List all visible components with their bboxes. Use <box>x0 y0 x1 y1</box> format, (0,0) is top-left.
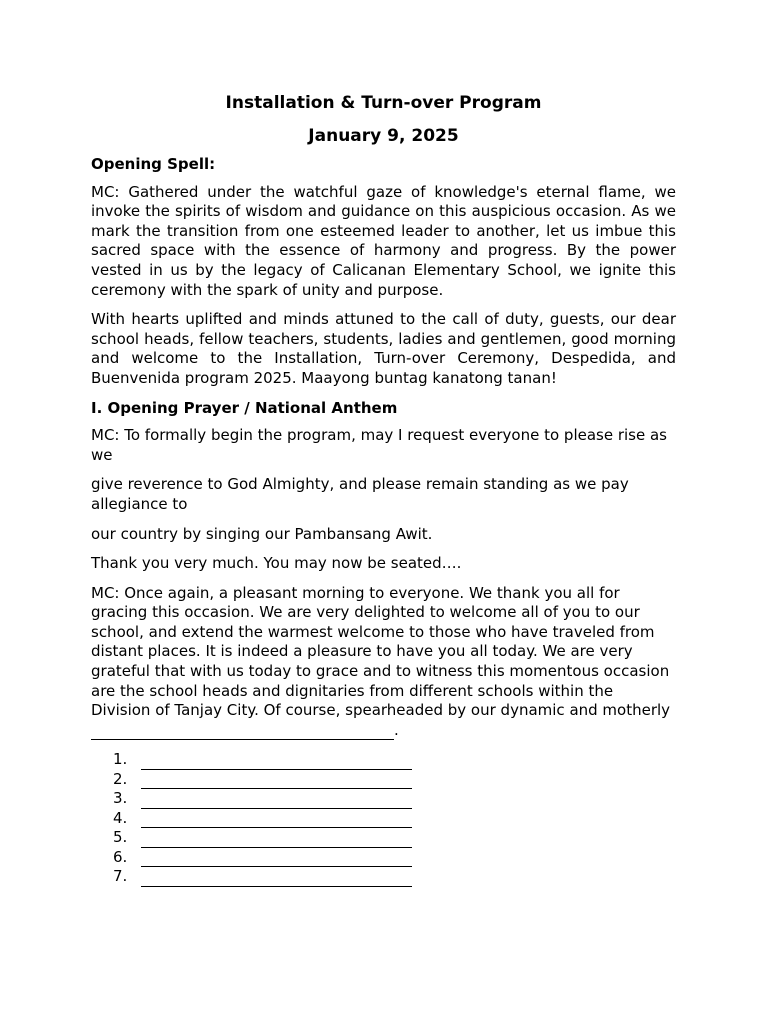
prayer-paragraph-4: Thank you very much. You may now be seated…. <box>91 554 462 573</box>
section-1-heading: I. Opening Prayer / National Anthem <box>91 398 398 417</box>
opening-paragraph-1: MC: Gathered under the watchful gaze of knowledge's eternal flame, we invoke the spirits of wisdom and guidance on this auspicious occasion. As we mark the transition from one esteemed leader to another, let us imbue this sacred space with the essence of harmony and progress. By the power vested in us by the legacy of Calicanan Elementary School, we ignite this ceremony with the spark of unity and purpose. <box>91 182 676 299</box>
blank-line <box>141 812 412 828</box>
blank-line <box>141 851 412 867</box>
document-date: January 9, 2025 <box>308 126 459 146</box>
list-item-number: 3. <box>113 789 128 808</box>
prayer-paragraph-1: MC: To formally begin the program, may I request everyone to please rise as we <box>91 426 667 464</box>
blank-line <box>141 832 412 848</box>
opening-spell-heading: Opening Spell: <box>91 155 216 173</box>
list-item-number: 7. <box>113 867 128 886</box>
prayer-paragraph-2: give reverence to God Almighty, and please remain standing as we pay allegiance to <box>91 475 629 513</box>
list-item-number: 5. <box>113 828 128 847</box>
welcome-paragraph <box>91 584 676 741</box>
welcome-text: MC: Once again, a pleasant morning to everyone. We thank you all for gracing this occasion. We are very delighted to welcome all of you to our school, and extend the warmest welcome to those who have traveled from distant places. It is indeed a pleasure to have you all today. We are very grateful that with us today to grace and to witness this momentous occasion are the school heads and dignitaries from different schools within the Division of Tanjay City. Of course, spearheaded by our dynamic and motherly <box>91 583 671 720</box>
blank-line <box>141 871 412 887</box>
list-item <box>113 809 676 829</box>
list-item <box>113 867 676 887</box>
prayer-paragraph-3: our country by singing our Pambansang Awit. <box>91 524 433 543</box>
list-item-number: 1. <box>113 750 128 769</box>
blank-line <box>141 754 412 770</box>
welcome-period: . <box>394 720 399 739</box>
blank-line <box>141 793 412 809</box>
list-item <box>113 770 676 790</box>
list-item-number: 2. <box>113 769 128 788</box>
list-item <box>113 848 676 868</box>
opening-paragraph-2: With hearts uplifted and minds attuned to the call of duty, guests, our dear school heads, fellow teachers, students, ladies and gentlemen, good morning and welcome to the Installation, Turn-over Ceremony, Despedida, and Buenvenida program 2025. Maayong buntag kanatong tanan! <box>91 310 676 387</box>
dignitaries-list <box>91 750 676 887</box>
list-item <box>113 828 676 848</box>
fill-in-blank <box>91 723 394 740</box>
list-item <box>113 750 676 770</box>
list-item-number: 6. <box>113 847 128 866</box>
document-title: Installation & Turn-over Program <box>225 93 542 113</box>
blank-line <box>141 773 412 789</box>
list-item-number: 4. <box>113 808 128 827</box>
list-item <box>113 789 676 809</box>
